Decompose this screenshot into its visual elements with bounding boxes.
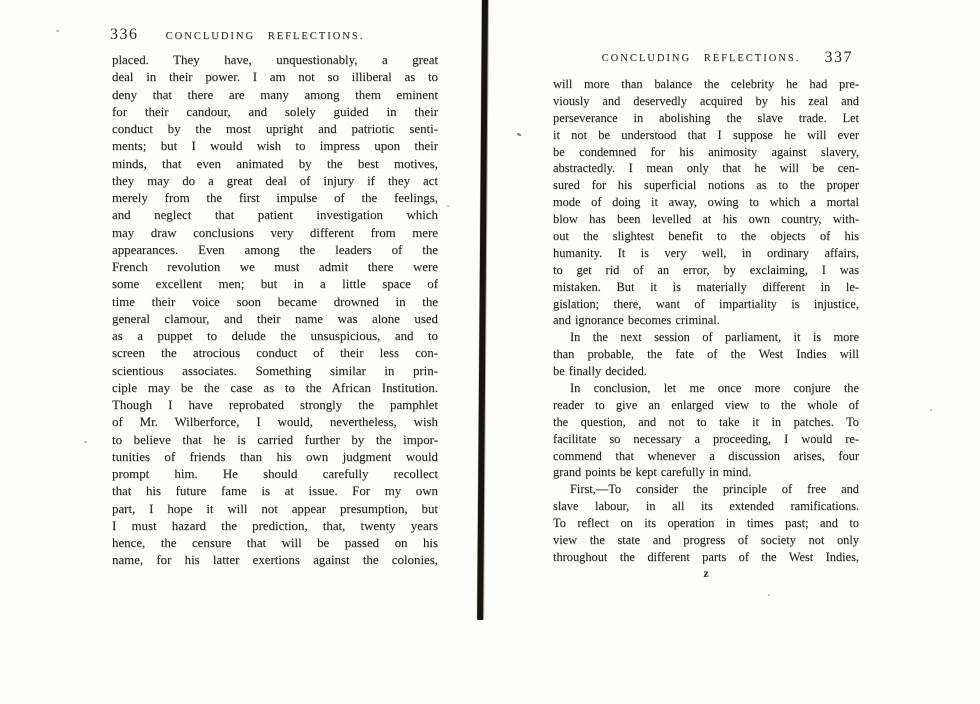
text-line: sured for his superficial notions as to the proper: [553, 178, 859, 193]
text-line: some excellent men; but in a little space of: [112, 277, 438, 292]
text-line: that his future fame is at issue. For my own: [112, 484, 438, 499]
text-line: of Mr. Wilberforce, I would, nevertheless, wish: [112, 415, 438, 430]
right-running-head: CONCLUDING REFLECTIONS.: [601, 53, 801, 64]
text-line: prompt him. He should carefully recollect: [112, 467, 438, 481]
text-line: than probable, the fate of the West Indies will: [553, 347, 859, 362]
text-line: ments; but I would wish to impress upon their: [112, 139, 438, 154]
text-line: the question, and not to take it in patches. To: [553, 414, 859, 429]
book-gutter-shadow: [477, 0, 488, 620]
text-line: general clamour, and their name was alone used: [112, 311, 438, 326]
paper-speck: [56, 30, 59, 32]
text-line: to believe that he is carried further by the impor-: [112, 432, 438, 447]
text-line: In conclusion, let me once more conjure the: [570, 381, 859, 396]
paper-speck: [447, 205, 449, 207]
text-line: conduct by the most upright and patriotic senti-: [112, 122, 438, 136]
text-line: French revolution we must admit there were: [112, 260, 438, 274]
text-line: may draw conclusions very different from mere: [112, 225, 438, 240]
right-page-number: 337: [824, 49, 853, 66]
text-line: minds, that even animated by the best motives,: [112, 156, 438, 171]
text-line: viously and deservedly acquired by his zeal and: [553, 93, 859, 108]
text-line: blow has been levelled at his own country, with-: [553, 212, 859, 227]
text-line: First,—To consider the principle of free and: [570, 482, 859, 497]
text-line: name, for his latter exertions against the colonies,: [112, 553, 438, 568]
paper-speck: [930, 409, 932, 411]
text-line: will more than balance the celebrity he had pre-: [553, 77, 859, 91]
text-line: and neglect that patient investigation which: [112, 208, 438, 223]
text-line: to get rid of an error, by exclaiming, I was: [553, 262, 859, 277]
text-line: out the slightest benefit to the objects of his: [553, 229, 859, 244]
text-line: facilitate so necessary a proceeding, I would re-: [553, 431, 859, 446]
text-line: merely from the first impulse of the feelings,: [112, 191, 438, 205]
text-line: commend that whenever a discussion arises, four: [553, 448, 859, 463]
text-line: placed. They have, unquestionably, a great: [112, 53, 438, 67]
text-line: throughout the different parts of the West Indies,: [553, 549, 859, 564]
text-line: gislation; there, want of impartiality is injustice,: [553, 296, 859, 311]
text-line: tunities of friends than his own judgment would: [112, 449, 438, 464]
text-line: To reflect on its operation in times past; and to: [553, 516, 859, 531]
text-line: scientious associates. Something similar in prin-: [112, 363, 438, 378]
text-line: be condemned for his animosity against slavery,: [553, 144, 859, 159]
text-line: for their candour, and solely guided in their: [112, 104, 438, 119]
left-running-head: CONCLUDING REFLECTIONS.: [165, 31, 365, 42]
paper-speck: [517, 133, 521, 136]
text-line: they may do a great deal of injury if they act: [112, 173, 438, 188]
printer-signature-mark: z: [703, 568, 709, 580]
text-line: it not be understood that I suppose he will ever: [553, 127, 859, 142]
text-line: and ignorance becomes criminal.: [553, 313, 720, 328]
text-line: slave labour, in all its extended ramifications.: [553, 499, 859, 514]
text-line: ciple may be the case as to the African Institution.: [112, 380, 438, 395]
text-line: grand points be kept carefully in mind.: [553, 465, 752, 480]
text-line: deny that there are many among them eminent: [112, 87, 438, 102]
text-line: mistaken. But it is materially different in le-: [553, 279, 859, 294]
text-line: screen the atrocious conduct of their less con-: [112, 346, 438, 361]
right-page-text: [553, 76, 859, 566]
text-line: mode of doing it away, owing to which a mortal: [553, 195, 859, 210]
text-line: hence, the censure that will be passed on his: [112, 536, 438, 550]
paper-speck: [84, 441, 87, 443]
text-line: reader to give an enlarged view to the whole of: [553, 397, 859, 412]
text-line: as a puppet to delude the unsuspicious, and to: [112, 329, 438, 343]
text-line: be finally decided.: [553, 364, 647, 379]
text-line: deal in their power. I am not so illiberal as to: [112, 70, 438, 85]
text-line: appearances. Even among the leaders of the: [112, 242, 438, 257]
left-page-text: [112, 52, 438, 570]
text-line: part, I hope it will not appear presumption, but: [112, 501, 438, 516]
text-line: I must hazard the prediction, that, twenty years: [112, 518, 438, 533]
text-line: time their voice soon became drowned in the: [112, 294, 438, 309]
text-line: In the next session of parliament, it is more: [570, 330, 859, 345]
text-line: view the state and progress of society not only: [553, 533, 859, 548]
paper-speck: [768, 594, 770, 596]
text-line: perseverance in abolishing the slave trade. Let: [553, 110, 859, 125]
text-line: abstractedly. I mean only that he will be cen-: [553, 161, 859, 176]
text-line: Though I have reprobated strongly the pamphlet: [112, 398, 438, 412]
text-line: humanity. It is very well, in ordinary affairs,: [553, 245, 859, 260]
left-page-number: 336: [110, 26, 139, 43]
